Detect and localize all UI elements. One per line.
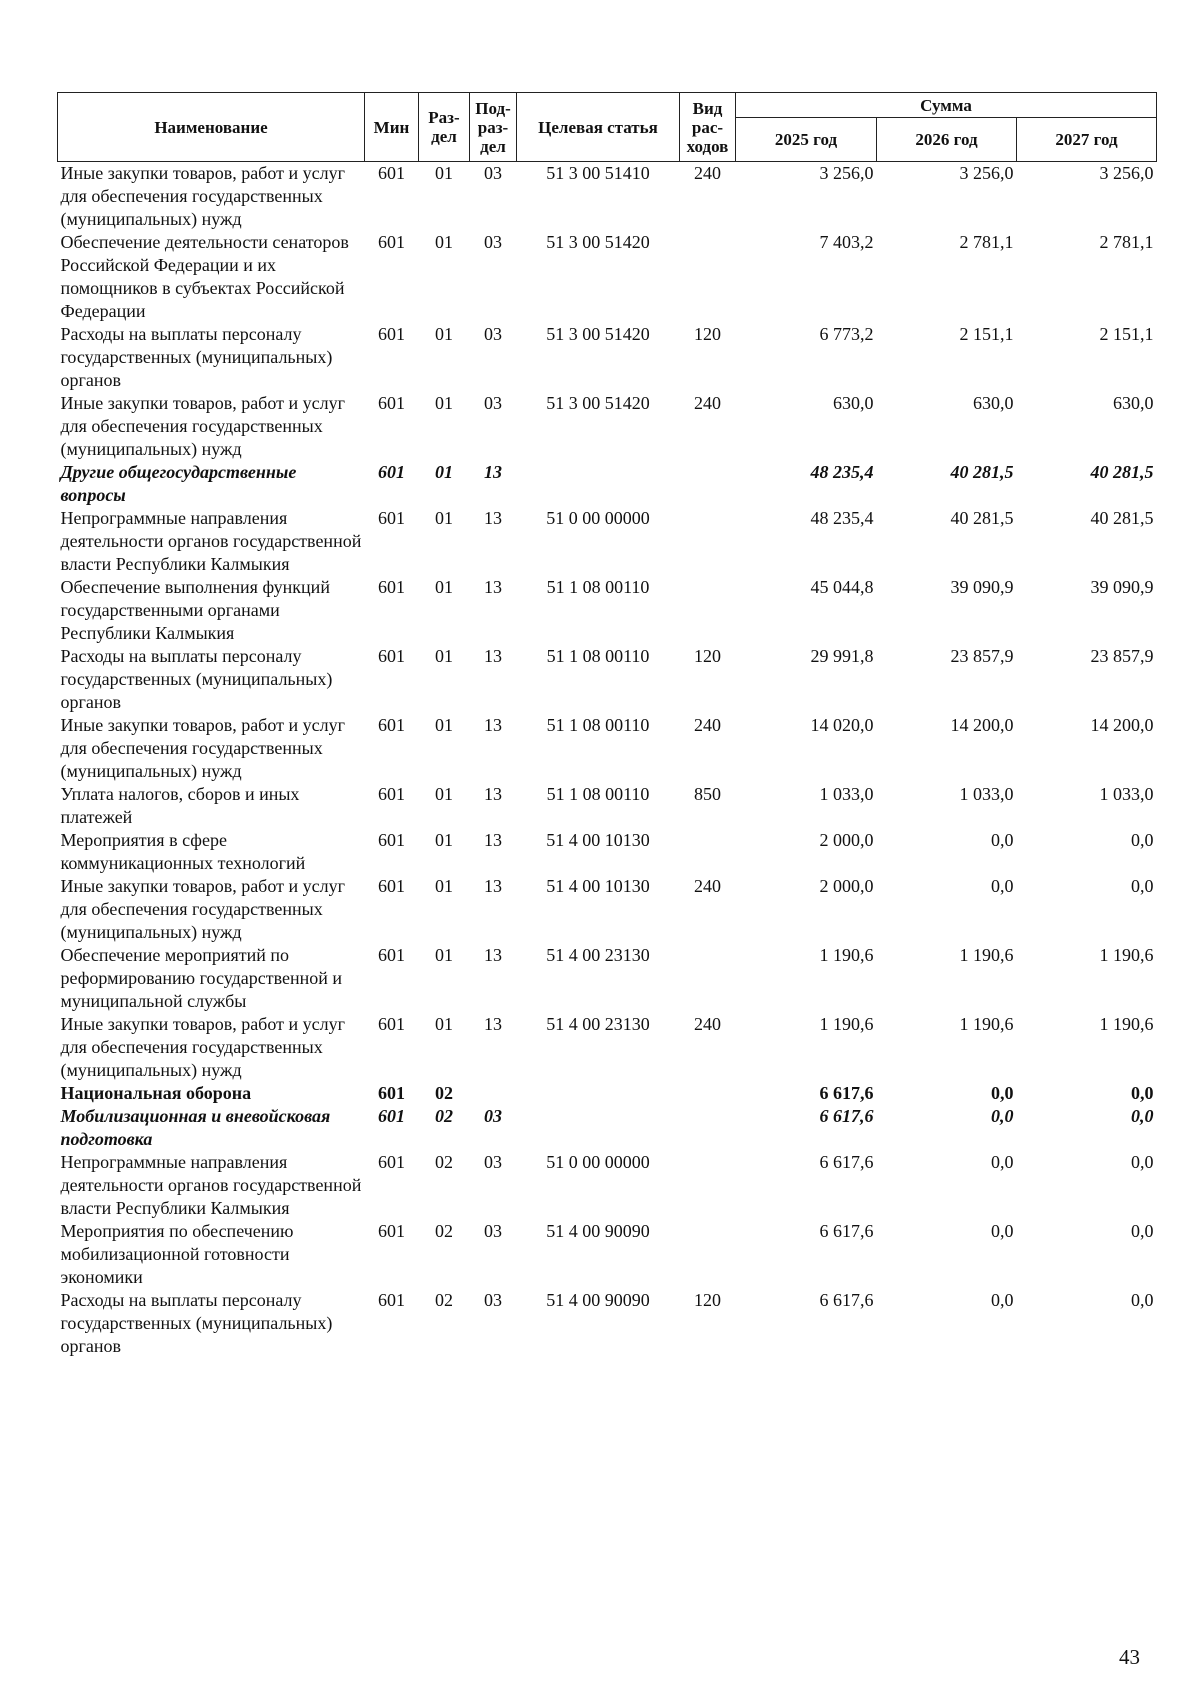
cell-podrazdel: 03 xyxy=(484,1221,502,1241)
table-row xyxy=(58,944,1157,1013)
table-row xyxy=(58,162,1157,232)
cell-article: 51 1 08 00110 xyxy=(546,646,650,666)
cell-sum-2025: 29 991,8 xyxy=(810,646,874,666)
cell-vid xyxy=(680,1082,736,1105)
cell-min: 601 xyxy=(378,784,405,804)
cell-podrazdel: 13 xyxy=(484,1014,502,1034)
table-row xyxy=(58,323,1157,392)
cell-vid xyxy=(680,1151,736,1220)
cell-sum-2025: 630,0 xyxy=(833,393,874,413)
cell-name: Обеспечение деятельности сенаторов Российской Федерации и их помощников в субъектах Российской Федерации xyxy=(60,232,349,321)
header-2025: 2025 год xyxy=(736,118,877,162)
cell-vid xyxy=(680,944,736,1013)
cell-podrazdel: 13 xyxy=(484,784,502,804)
cell-min: 601 xyxy=(378,232,405,252)
cell-sum-2027: 630,0 xyxy=(1113,393,1154,413)
cell-sum-2025: 45 044,8 xyxy=(810,577,874,597)
cell-vid xyxy=(680,576,736,645)
cell-name: Расходы на выплаты персоналу государственных (муниципальных) органов xyxy=(60,646,333,712)
cell-article: 51 4 00 10130 xyxy=(546,876,650,896)
cell-article xyxy=(517,1105,680,1151)
cell-sum-2026: 0,0 xyxy=(991,1083,1014,1103)
cell-podrazdel: 13 xyxy=(484,830,502,850)
table-row xyxy=(58,1013,1157,1082)
cell-min: 601 xyxy=(378,462,405,482)
cell-name: Иные закупки товаров, работ и услуг для обеспечения государственных (муниципальных) нужд xyxy=(60,876,345,942)
cell-podrazdel: 03 xyxy=(484,1106,502,1126)
cell-sum-2027: 0,0 xyxy=(1131,876,1154,896)
cell-sum-2026: 1 033,0 xyxy=(959,784,1014,804)
cell-vid: 120 xyxy=(694,1290,721,1310)
cell-razdel: 01 xyxy=(435,784,453,804)
table-row xyxy=(58,392,1157,461)
cell-vid xyxy=(680,1105,736,1151)
cell-podrazdel: 03 xyxy=(484,1152,502,1172)
cell-min: 601 xyxy=(378,715,405,735)
cell-article: 51 4 00 23130 xyxy=(546,945,650,965)
table-row xyxy=(58,1105,1157,1151)
cell-razdel: 01 xyxy=(435,508,453,528)
cell-sum-2027: 0,0 xyxy=(1131,1083,1154,1103)
cell-podrazdel: 03 xyxy=(484,232,502,252)
cell-article: 51 3 00 51420 xyxy=(546,324,650,344)
cell-sum-2025: 3 256,0 xyxy=(819,163,874,183)
cell-podrazdel: 03 xyxy=(484,1290,502,1310)
cell-sum-2027: 0,0 xyxy=(1131,1152,1154,1172)
cell-sum-2027: 1 033,0 xyxy=(1099,784,1154,804)
cell-name: Иные закупки товаров, работ и услуг для обеспечения государственных (муниципальных) нужд xyxy=(60,393,345,459)
cell-name: Непрограммные направления деятельности органов государственной власти Республики Калмыкия xyxy=(60,1152,362,1218)
cell-podrazdel: 03 xyxy=(484,393,502,413)
cell-sum-2026: 2 151,1 xyxy=(959,324,1014,344)
cell-sum-2027: 1 190,6 xyxy=(1099,1014,1154,1034)
cell-vid: 240 xyxy=(694,163,721,183)
cell-sum-2026: 1 190,6 xyxy=(959,1014,1014,1034)
cell-min: 601 xyxy=(378,508,405,528)
cell-vid: 240 xyxy=(694,876,721,896)
table-row xyxy=(58,645,1157,714)
cell-sum-2025: 14 020,0 xyxy=(810,715,874,735)
cell-razdel: 01 xyxy=(435,715,453,735)
table-row xyxy=(58,1082,1157,1105)
cell-article: 51 4 00 10130 xyxy=(546,830,650,850)
cell-article: 51 4 00 90090 xyxy=(546,1290,650,1310)
cell-razdel: 01 xyxy=(435,462,453,482)
cell-vid xyxy=(680,507,736,576)
cell-name: Национальная оборона xyxy=(60,1083,252,1103)
cell-min: 601 xyxy=(378,646,405,666)
cell-min: 601 xyxy=(378,393,405,413)
table-header xyxy=(58,93,1157,162)
table-row xyxy=(58,507,1157,576)
cell-name: Мобилизационная и вневойсковая подготовка xyxy=(60,1106,331,1149)
cell-name: Обеспечение выполнения функций государственными органами Республики Калмыкия xyxy=(60,577,330,643)
cell-vid: 240 xyxy=(694,715,721,735)
cell-podrazdel: 03 xyxy=(484,163,502,183)
cell-vid: 240 xyxy=(694,1014,721,1034)
cell-sum-2026: 0,0 xyxy=(991,1221,1014,1241)
cell-min: 601 xyxy=(378,1290,405,1310)
cell-sum-2027: 2 151,1 xyxy=(1099,324,1154,344)
cell-podrazdel: 13 xyxy=(484,462,502,482)
cell-name: Иные закупки товаров, работ и услуг для обеспечения государственных (муниципальных) нужд xyxy=(60,715,345,781)
cell-min: 601 xyxy=(378,163,405,183)
cell-podrazdel xyxy=(470,1082,517,1105)
table-row xyxy=(58,714,1157,783)
cell-razdel: 02 xyxy=(435,1221,453,1241)
cell-name: Расходы на выплаты персоналу государственных (муниципальных) органов xyxy=(60,1290,333,1356)
cell-sum-2027: 0,0 xyxy=(1131,1221,1154,1241)
budget-table xyxy=(57,92,1157,1358)
table-row xyxy=(58,576,1157,645)
cell-min: 601 xyxy=(378,945,405,965)
cell-sum-2025: 1 033,0 xyxy=(819,784,874,804)
cell-sum-2027: 40 281,5 xyxy=(1090,462,1154,482)
table-row xyxy=(58,783,1157,829)
cell-sum-2027: 23 857,9 xyxy=(1090,646,1154,666)
cell-sum-2025: 6 617,6 xyxy=(819,1083,874,1103)
cell-vid: 240 xyxy=(694,393,721,413)
cell-name: Иные закупки товаров, работ и услуг для обеспечения государственных (муниципальных) нужд xyxy=(60,163,345,229)
cell-min: 601 xyxy=(378,577,405,597)
cell-sum-2026: 0,0 xyxy=(991,876,1014,896)
cell-vid xyxy=(680,461,736,507)
cell-name: Иные закупки товаров, работ и услуг для обеспечения государственных (муниципальных) нужд xyxy=(60,1014,345,1080)
header-summa: Сумма xyxy=(736,93,1157,118)
header-vid: Вид рас-ходов xyxy=(680,93,736,162)
cell-razdel: 01 xyxy=(435,232,453,252)
header-podrazdel: Под-раз-дел xyxy=(470,93,517,162)
cell-sum-2026: 2 781,1 xyxy=(959,232,1014,252)
cell-sum-2026: 40 281,5 xyxy=(950,508,1014,528)
cell-sum-2027: 3 256,0 xyxy=(1099,163,1154,183)
cell-razdel: 01 xyxy=(435,646,453,666)
cell-min: 601 xyxy=(378,1152,405,1172)
cell-podrazdel: 13 xyxy=(484,876,502,896)
cell-sum-2025: 48 235,4 xyxy=(810,462,874,482)
cell-vid: 120 xyxy=(694,646,721,666)
cell-min: 601 xyxy=(378,1083,405,1103)
cell-podrazdel: 13 xyxy=(484,945,502,965)
cell-name: Мероприятия в сфере коммуникационных технологий xyxy=(60,830,306,873)
header-min: Мин xyxy=(365,93,419,162)
cell-name: Расходы на выплаты персоналу государственных (муниципальных) органов xyxy=(60,324,333,390)
cell-podrazdel: 13 xyxy=(484,577,502,597)
table-row xyxy=(58,231,1157,323)
cell-min: 601 xyxy=(378,324,405,344)
cell-name: Уплата налогов, сборов и иных платежей xyxy=(60,784,300,827)
table-row xyxy=(58,461,1157,507)
cell-sum-2027: 39 090,9 xyxy=(1090,577,1154,597)
cell-razdel: 01 xyxy=(435,163,453,183)
header-name: Наименование xyxy=(58,93,365,162)
cell-sum-2025: 2 000,0 xyxy=(819,830,874,850)
cell-article xyxy=(517,461,680,507)
cell-razdel: 01 xyxy=(435,876,453,896)
cell-razdel: 01 xyxy=(435,577,453,597)
cell-sum-2025: 6 773,2 xyxy=(819,324,874,344)
header-2027: 2027 год xyxy=(1017,118,1157,162)
table-row xyxy=(58,829,1157,875)
cell-min: 601 xyxy=(378,830,405,850)
cell-min: 601 xyxy=(378,1106,405,1126)
cell-razdel: 02 xyxy=(435,1152,453,1172)
cell-min: 601 xyxy=(378,1221,405,1241)
cell-article: 51 0 00 00000 xyxy=(546,1152,650,1172)
cell-sum-2025: 7 403,2 xyxy=(819,232,874,252)
cell-sum-2027: 0,0 xyxy=(1131,1106,1154,1126)
cell-sum-2026: 0,0 xyxy=(991,1106,1014,1126)
cell-podrazdel: 13 xyxy=(484,646,502,666)
cell-sum-2027: 2 781,1 xyxy=(1099,232,1154,252)
cell-sum-2026: 23 857,9 xyxy=(950,646,1014,666)
cell-sum-2025: 1 190,6 xyxy=(819,945,874,965)
page-number: 43 xyxy=(1119,1645,1140,1669)
cell-razdel: 01 xyxy=(435,1014,453,1034)
cell-sum-2027: 0,0 xyxy=(1131,1290,1154,1310)
cell-vid xyxy=(680,231,736,323)
cell-name: Непрограммные направления деятельности органов государственной власти Республики Калмыкия xyxy=(60,508,362,574)
cell-name: Обеспечение мероприятий по реформированию государственной и муниципальной службы xyxy=(60,945,343,1011)
cell-sum-2025: 6 617,6 xyxy=(819,1106,874,1126)
cell-razdel: 01 xyxy=(435,830,453,850)
header-razdel: Раз-дел xyxy=(419,93,470,162)
cell-sum-2026: 39 090,9 xyxy=(950,577,1014,597)
cell-sum-2026: 14 200,0 xyxy=(950,715,1014,735)
cell-article: 51 1 08 00110 xyxy=(546,715,650,735)
cell-sum-2025: 6 617,6 xyxy=(819,1290,874,1310)
cell-vid xyxy=(680,829,736,875)
cell-sum-2025: 48 235,4 xyxy=(810,508,874,528)
cell-vid: 850 xyxy=(694,784,721,804)
cell-article: 51 0 00 00000 xyxy=(546,508,650,528)
cell-name: Другие общегосударственные вопросы xyxy=(60,462,297,505)
cell-sum-2027: 14 200,0 xyxy=(1090,715,1154,735)
table-row xyxy=(58,875,1157,944)
cell-sum-2026: 0,0 xyxy=(991,830,1014,850)
cell-name: Мероприятия по обеспечению мобилизационной готовности экономики xyxy=(60,1221,294,1287)
cell-podrazdel: 13 xyxy=(484,508,502,528)
cell-article: 51 1 08 00110 xyxy=(546,784,650,804)
cell-podrazdel: 13 xyxy=(484,715,502,735)
cell-sum-2026: 3 256,0 xyxy=(959,163,1014,183)
cell-razdel: 02 xyxy=(435,1083,453,1103)
cell-min: 601 xyxy=(378,1014,405,1034)
cell-vid: 120 xyxy=(694,324,721,344)
cell-article xyxy=(517,1082,680,1105)
cell-sum-2025: 1 190,6 xyxy=(819,1014,874,1034)
cell-razdel: 01 xyxy=(435,945,453,965)
cell-min: 601 xyxy=(378,876,405,896)
table-row xyxy=(58,1289,1157,1358)
cell-article: 51 1 08 00110 xyxy=(546,577,650,597)
cell-razdel: 02 xyxy=(435,1106,453,1126)
cell-razdel: 02 xyxy=(435,1290,453,1310)
table-row xyxy=(58,1220,1157,1289)
cell-sum-2027: 1 190,6 xyxy=(1099,945,1154,965)
header-2026: 2026 год xyxy=(877,118,1017,162)
cell-razdel: 01 xyxy=(435,393,453,413)
table-row xyxy=(58,1151,1157,1220)
cell-sum-2025: 6 617,6 xyxy=(819,1152,874,1172)
cell-article: 51 3 00 51420 xyxy=(546,232,650,252)
cell-podrazdel: 03 xyxy=(484,324,502,344)
table-body xyxy=(58,162,1157,1359)
cell-sum-2026: 1 190,6 xyxy=(959,945,1014,965)
cell-sum-2026: 0,0 xyxy=(991,1152,1014,1172)
cell-sum-2025: 2 000,0 xyxy=(819,876,874,896)
cell-article: 51 3 00 51410 xyxy=(546,163,650,183)
cell-sum-2026: 0,0 xyxy=(991,1290,1014,1310)
cell-article: 51 4 00 90090 xyxy=(546,1221,650,1241)
cell-article: 51 3 00 51420 xyxy=(546,393,650,413)
cell-sum-2026: 40 281,5 xyxy=(950,462,1014,482)
cell-sum-2027: 0,0 xyxy=(1131,830,1154,850)
header-article: Целевая статья xyxy=(517,93,680,162)
cell-razdel: 01 xyxy=(435,324,453,344)
cell-sum-2026: 630,0 xyxy=(973,393,1014,413)
cell-sum-2025: 6 617,6 xyxy=(819,1221,874,1241)
cell-vid xyxy=(680,1220,736,1289)
cell-article: 51 4 00 23130 xyxy=(546,1014,650,1034)
cell-sum-2027: 40 281,5 xyxy=(1090,508,1154,528)
